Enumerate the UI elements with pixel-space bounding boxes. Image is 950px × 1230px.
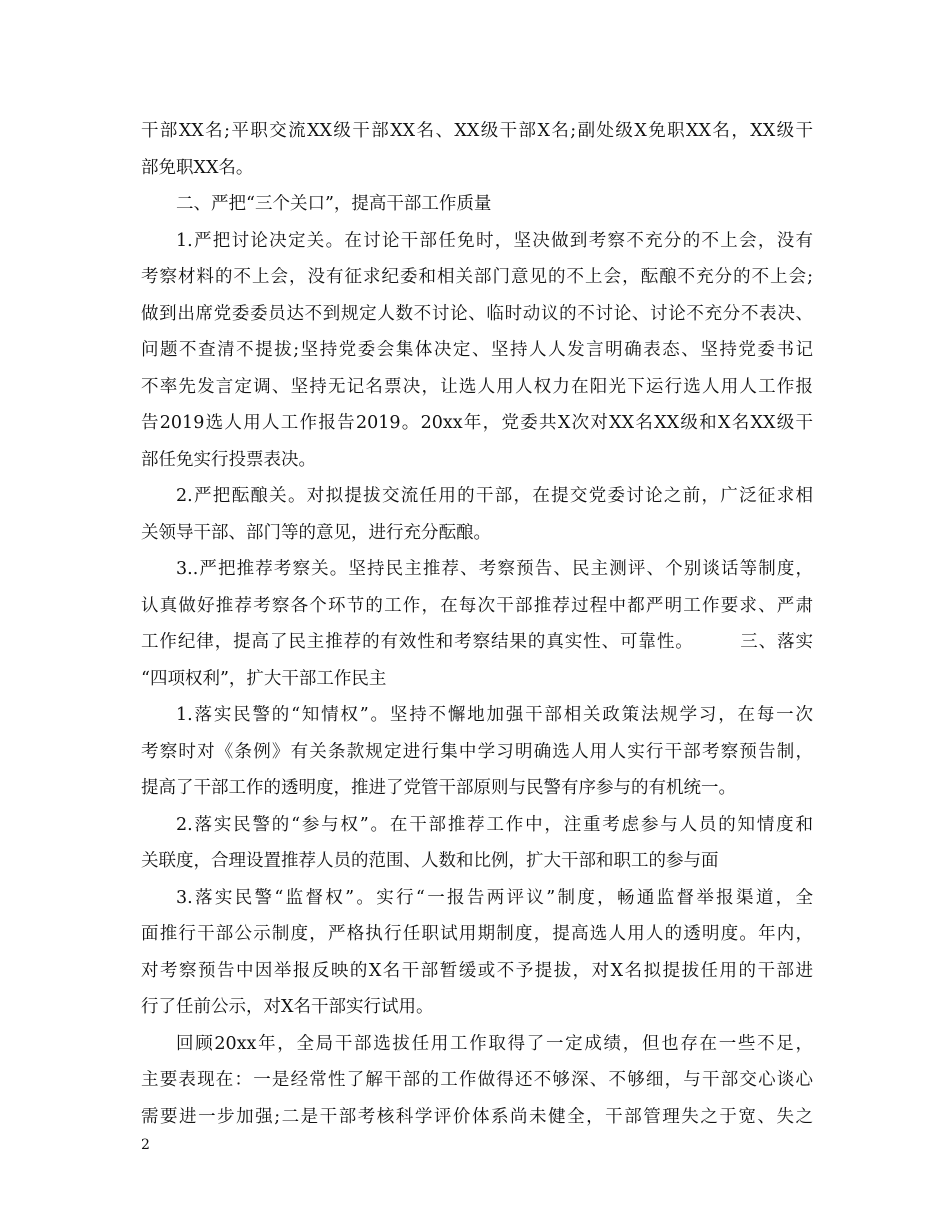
text-line: 需要进一步加强;二是干部考核科学评价体系尚未健全，干部管理失之于宽、失之 (141, 1106, 813, 1127)
text-line: 工作纪律，提高了民主推荐的有效性和考察结果的真实性、可靠性。 三、落实 (141, 632, 813, 652)
text-line: 认真做好推荐考察各个环节的工作，在每次干部推荐过程中都严明工作要求、严肃 (141, 595, 813, 616)
text-line: 提高了干部工作的透明度，推进了党管干部原则与民警有序参与的有机统一。 (141, 778, 736, 798)
text-line: 不率先发言定调、坚持无记名票决，让选人用人权力在阳光下运行选人用人工作报 (141, 376, 813, 397)
document-body (141, 113, 813, 1135)
text-line: 关领导干部、部门等的意见，进行充分酝酿。 (141, 522, 491, 543)
text-line: 1.严把讨论决定关。在讨论干部任免时，坚决做到考察不充分的不上会，没有 (176, 230, 813, 251)
text-line: 2.落实民警的“参与权”。在干部推荐工作中，注重考虑参与人员的知情度和 (176, 814, 813, 835)
text-line: 对考察预告中因举报反映的X名干部暂缓或不予提拔，对X名拟提拔任用的干部进 (141, 960, 813, 981)
text-line: 做到出席党委委员达不到规定人数不讨论、临时动议的不讨论、讨论不充分不表决、 (141, 303, 813, 324)
text-line: 干部XX名;平职交流XX级干部XX名、XX级干部X名;副处级X免职XX名，XX级干 (141, 121, 813, 141)
page-number: 2 (141, 1137, 150, 1153)
text-line: 考察时对《条例》有关条款规定进行集中学习明确选人用人实行干部考察预告制， (141, 741, 813, 762)
text-line: 面推行干部公示制度，严格执行任职试用期制度，提高选人用人的透明度。年内， (141, 924, 813, 944)
text-line: “四项权利”，扩大干部工作民主 (141, 668, 387, 689)
text-line: 主要表现在：一是经常性了解干部的工作做得还不够深、不够细，与干部交心谈心 (141, 1070, 813, 1090)
text-line: 回顾20xx年，全局干部选拔任用工作取得了一定成绩，但也存在一些不足， (176, 1033, 813, 1054)
text-line: 行了任前公示，对X名干部实行试用。 (141, 997, 434, 1017)
text-line: 关联度，合理设置推荐人员的范围、人数和比例，扩大干部和职工的参与面 (141, 851, 719, 871)
text-line: 问题不查清不提拔;坚持党委会集体决定、坚持人人发言明确表态、坚持党委书记 (141, 340, 813, 360)
text-line: 部免职XX名。 (141, 157, 254, 178)
text-line: 告2019选人用人工作报告2019。20xx年，党委共X次对XX名XX级和X名XX级干 (141, 413, 813, 433)
text-line: 二、严把“三个关口”，提高干部工作质量 (176, 194, 492, 214)
text-line: 1.落实民警的“知情权”。坚持不懈地加强干部相关政策法规学习，在每一次 (176, 705, 813, 725)
text-line: 2.严把酝酿关。对拟提拔交流任用的干部，在提交党委讨论之前，广泛征求相 (176, 486, 813, 506)
text-line: 3..严把推荐考察关。坚持民主推荐、考察预告、民主测评、个别谈话等制度， (176, 559, 813, 579)
text-line: 部任免实行投票表决。 (141, 449, 316, 470)
text-line: 3.落实民警“监督权”。实行“一报告两评议”制度，畅通监督举报渠道，全 (176, 887, 813, 908)
text-line: 考察材料的不上会，没有征求纪委和相关部门意见的不上会，酝酿不充分的不上会; (141, 267, 813, 287)
